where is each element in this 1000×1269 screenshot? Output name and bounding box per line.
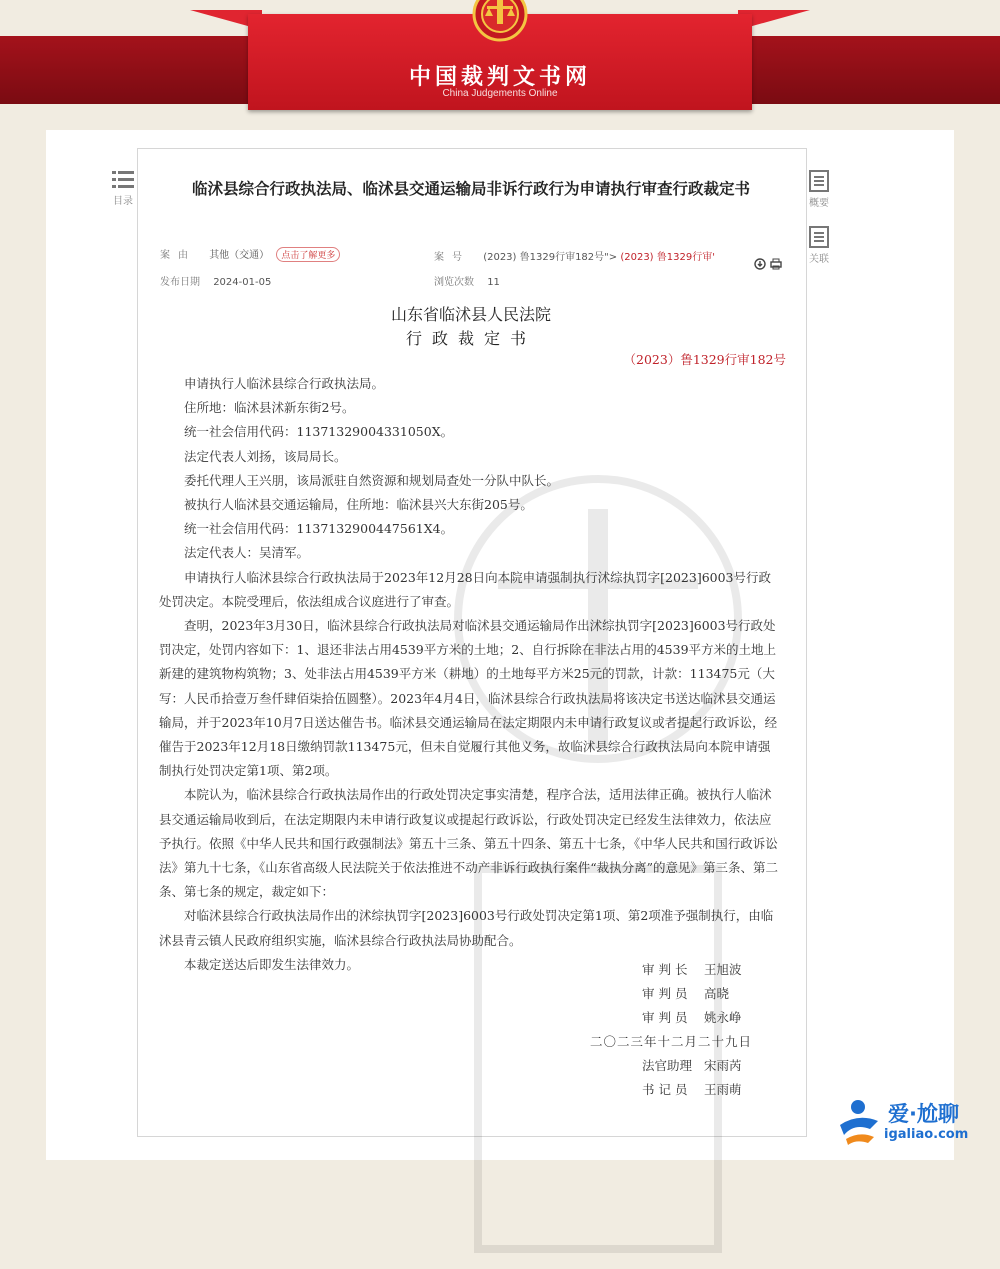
- watermark-url: igaliao.com: [884, 1127, 969, 1142]
- site-logo-icon: [834, 1095, 884, 1147]
- paragraph: 被执行人临沭县交通运输局，住所地：临沭县兴大东街205号。: [184, 497, 533, 513]
- court-emblem-icon: [463, 0, 537, 46]
- related-button[interactable]: [802, 226, 836, 265]
- document-type: 行政裁定书: [405, 329, 536, 348]
- site-subtitle: China Judgements Online: [442, 88, 558, 99]
- paragraph: 统一社会信用代码：11371329004331050X。: [184, 424, 454, 440]
- case-cause: [160, 246, 340, 262]
- paragraph: 对临沭县综合行政执法局作出的沭综执罚字[2023]6003号行政处罚决定第1项、第2项准予强制执行，由临沭县青云镇人民政府组织实施，临沭县综合行政执法局协助配合。: [159, 908, 774, 948]
- signature-role: 书记员: [642, 1082, 692, 1097]
- view-count-label: 浏览次数: [434, 277, 474, 288]
- signature-role: 审判员: [642, 986, 692, 1001]
- signature-role: 审判长: [642, 962, 692, 977]
- signature-name: 宋雨芮: [704, 1058, 742, 1073]
- case-number: （2023）鲁1329行审182号: [623, 352, 786, 367]
- doc-tools: [754, 258, 782, 273]
- publish-date-value: 2024-01-05: [213, 277, 272, 288]
- paragraph: 查明，2023年3月30日，临沭县综合行政执法局对临沭县交通运输局作出沭综执罚字[2023]6003号行政处罚决定，处罚内容如下：1、退还非法占用4539平方米的土地；2、自行拆除在非法占用的4539平方米的土地上新建的建筑物构筑物；3、处非法占用4539平方米（耕地）的土地每平方米25元的罚款，计款：113475元（大写：人民币拾壹万叁仟肆佰柒拾伍圆整）。2023年4月4日，临沭县综合行政执法局将该决定书送达临沭县交通运输局，并于2023年10月7日送达催告书。临沭县交通运输局在法定期限内未申请行政复议或者提起行政诉讼，经催告于2023年12月18日缴纳罚款113475元，但未自觉履行其他义务，故临沭县综合行政执法局向本院申请强制执行处罚决定第1项、第2项。: [159, 618, 778, 779]
- court-name: 山东省临沭县人民法院: [390, 305, 551, 324]
- print-icon[interactable]: [770, 258, 782, 270]
- toc-label: 目录: [113, 196, 133, 207]
- toc-button[interactable]: [106, 170, 140, 207]
- signature-role: 审判员: [642, 1010, 692, 1025]
- signature-row: [580, 982, 752, 1006]
- signature-row: [580, 958, 752, 982]
- signature-name: 姚永峥: [704, 1010, 742, 1025]
- paragraph: 统一社会信用代码：113713290044​7561X4。: [184, 521, 454, 537]
- paragraph: 法定代表人：吴清军。: [184, 545, 310, 561]
- document-icon: [809, 226, 829, 248]
- ruling-date-text: 二〇二三年十二月二十九日: [590, 1034, 753, 1049]
- publish-date: [160, 273, 271, 288]
- summary-button[interactable]: [802, 170, 836, 209]
- signature-row: [580, 1006, 752, 1030]
- document-icon: [809, 170, 829, 192]
- summary-label: 概要: [809, 198, 829, 209]
- case-cause-value: 其他（交通）: [209, 250, 270, 261]
- list-icon: [112, 170, 134, 190]
- view-count: [434, 273, 500, 288]
- case-number-red: (2023) 鲁1329行审': [620, 252, 715, 263]
- case-number-label: 案号: [434, 252, 470, 263]
- paragraph: 本裁定送达后即发生法律效力。: [184, 956, 360, 972]
- ruling-date: [580, 1030, 752, 1054]
- case-number-meta: [434, 248, 715, 263]
- view-count-value: 11: [487, 277, 500, 288]
- paragraph: 本院认为，临沭县综合行政执法局作出的行政处罚决定事实清楚，程序合法，适用法律正确。被执行人临沭县交通运输局收到后，在法定期限内未申请行政复议或提起行政诉讼，行政处罚决定已经发生法律效力，依法应予执行。依照《中华人民共和国行政强制法》第五十三条、第五十四条、第五十七条，《中华人民共和国行政诉讼法》第九十七条，《山东省高级人民法院关于依法推进不动产非诉行政执行案件“裁执分离”的意见》第三条、第二条、第七条的规定，裁定如下：: [159, 787, 779, 900]
- signature-block: [580, 958, 752, 1102]
- paragraph: 申请执行人临沭县综合行政执法局于2023年12月28日向本院申请强制执行沭综执罚字[2023]6003号行政处罚决定。本院受理后，依法组成合议庭进行了审查。: [159, 569, 772, 609]
- site-title[interactable]: 中国裁判文书网: [408, 65, 591, 90]
- signature-name: 高晓: [704, 986, 730, 1001]
- document-title: 临沭县综合行政执法局、临沭县交通运输局非诉行政行为申请执行审查行政裁定书: [191, 180, 750, 198]
- paragraph: 法定代表人刘扬，该局局长。: [184, 448, 347, 464]
- case-cause-label: 案由: [160, 250, 196, 261]
- publish-date-label: 发布日期: [160, 277, 200, 288]
- document-body: [159, 372, 781, 977]
- paragraph: 委托代理人王兴朋，该局派驻自然资源和规划局查处一分队中队长。: [184, 472, 560, 488]
- signature-name: 王雨萌: [704, 1082, 742, 1097]
- signature-role: 法官助理: [642, 1058, 693, 1073]
- paragraph: 住所地：临沭县沭新东街2号。: [184, 400, 355, 416]
- case-number-value: (2023) 鲁1329行审182号">: [483, 252, 618, 263]
- download-icon[interactable]: [754, 258, 766, 270]
- watermark-brand: 爱·尬聊: [888, 1102, 959, 1126]
- paragraph: 申请执行人临沭县综合行政执法局。: [184, 376, 385, 391]
- signature-row: [580, 1054, 752, 1078]
- related-label: 关联: [809, 254, 829, 265]
- signature-name: 王旭波: [704, 962, 742, 977]
- signature-row: [580, 1078, 752, 1102]
- learn-more-link[interactable]: 点击了解更多: [276, 247, 340, 262]
